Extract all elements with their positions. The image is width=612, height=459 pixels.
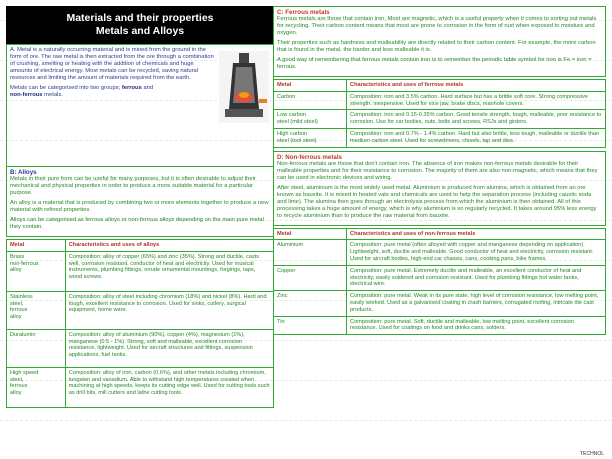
non-ferrous-name: Tin: [274, 316, 347, 335]
non-ferrous-table-header: [274, 228, 606, 240]
table-row: [7, 329, 274, 367]
non-ferrous-col-uses: Characteristics and uses of non-ferrous metals: [347, 228, 606, 240]
categorise-suffix: metals.: [44, 92, 63, 98]
ferrous-desc: Composition: iron and 0.7% - 1.4% carbon. Hard but also brittle, less tough, malleable or ductile than medium carbon steel. Used for screwdrivers, chisels, tap and dies.: [347, 128, 606, 147]
alloy-desc: Composition: alloy of iron, carbon (0.6%), and other metals including chromium, tungsten and vanadium. Able to withstand high temperatures created when machining at high speeds, keeps its cutting edge well. Used for cutting tools such as drill bits, mill cutters and lathe cutting tools.: [65, 367, 273, 407]
alloy-name: Brass non-ferrous alloy: [7, 251, 66, 291]
ferrous-name: High carbon steel (tool steel): [274, 128, 347, 147]
ferrous-table-header: [274, 80, 606, 92]
section-c-para-1: Ferrous metals are those that contain iron. Most are magnetic, which is a useful property when it comes to sorting out metals for recycling. Their carbon content means that most are prone to corrosion in the form of rust when exposed to moisture and oxygen.: [277, 16, 597, 36]
non-ferrous-name: Zinc: [274, 291, 347, 316]
alloys-table-header: [7, 240, 274, 252]
alloy-desc: Composition: alloy of aluminium (90%), copper (4%), magnesium (1%), manganese (0.5 - 1%). Strong, soft and malleable, excellent corrosion resistance, lightweight. Used for aircraft structures and fittings, suspension applications, fuel tanks.: [65, 329, 273, 367]
section-b-heading: B: Alloys: [10, 169, 37, 176]
and-word: and: [143, 85, 154, 91]
section-b-para-2: An alloy is a material that is produced by combining two or more elements together to produce a new material with refined properties.: [10, 200, 269, 213]
ferrous-desc: Composition: iron and 0.15-0.35% carbon. Good tensile strength, tough, malleable, poor resistance to corrosion. Use for car bodies, nuts, bolts and screws, RSJs and girders.: [347, 110, 606, 129]
footer-tag: TECHNOL: [580, 451, 604, 457]
table-row: [7, 251, 274, 291]
alloy-name: High speed steel, ferrous alloy: [7, 367, 66, 407]
non-ferrous-desc: Composition: pure metal. Soft, ductile and malleable, low melting point, excellent corrosion resistance. Used for coatings on food and drinks cans, solders.: [347, 316, 606, 335]
categorise-prefix: Metals can be categorised into two groups;: [10, 85, 121, 91]
section-a-categorise: [10, 85, 215, 99]
table-row: [274, 265, 606, 290]
table-row: [7, 367, 274, 407]
alloy-desc: Composition: alloy of steel including chromium (18%) and nickel (8%). Hard and tough, excellent resistance to corrosion. Used for sinks, cutlery, surgical equipment, home ware.: [65, 291, 273, 329]
alloys-col-uses: Characteristics and uses of alloys: [65, 240, 273, 252]
table-row: [274, 128, 606, 147]
section-b-para-3: Alloys can be categorised as ferrous alloys or non-ferrous alloys depending on the main pure metal they contain.: [10, 217, 264, 230]
section-d-para-1: Non-ferrous metals are those that don't contain iron. The absence of iron makes non-ferrous metals desirable for their malleable properties and for their resistance to corrosion. The majority of them are also non-magnetic, which means that they can be used in electronic devices and wiring.: [277, 160, 598, 181]
ferrous-name: Low carbon steel (mild steel): [274, 110, 347, 129]
non-ferrous-name: Aluminium: [274, 240, 347, 265]
section-a-box: [6, 44, 274, 167]
table-row: [274, 240, 606, 265]
ferrous-col-metal: Metal: [274, 80, 347, 92]
section-a-intro: A. Metal is a naturally occurring material and is mined from the ground in the form of ore. The raw metal is then extracted from the ore through a combination of crushing, smelting or heating with the addition of chemicals and huge amounts of electrical energy. Most metals can be recycled, saving natural resources and limiting the amount of materials required from the earth.: [10, 47, 214, 81]
page-title: [6, 6, 274, 44]
non-ferrous-word: non-ferrous: [10, 92, 43, 98]
ferrous-col-uses: Characteristics and uses of ferrous metals: [347, 80, 606, 92]
non-ferrous-desc: Composition: pure metal. Extremely ductile and malleable, an excellent conductor of heat and electricity, easily soldered and corrosion resistant. Used for plumbing fittings hot water tanks, electrical wire.: [347, 265, 606, 290]
section-c-para-3: A good way of remembering that ferrous metals contain iron is to remember the periodic table symbol for iron is Fe = iron = ferrous.: [277, 57, 592, 70]
title-line-1: Materials and their properties: [66, 12, 214, 24]
alloy-name: Stainless steel, ferrous alloy: [7, 291, 66, 329]
alloys-table: [6, 239, 274, 408]
right-column: [273, 6, 606, 335]
section-c-heading: C: Ferrous metals: [277, 9, 330, 16]
table-row: [274, 291, 606, 316]
ferrous-table: [273, 79, 606, 148]
non-ferrous-col-metal: Metal: [274, 228, 347, 240]
section-d-para-2: After steel, aluminium is the most widely used metal. Aluminium is produced from alumina, which is obtained from an ore known as bauxite. It is mixed in heated vats and chemicals are used to help the separation process (including caustic soda and lime). The alumina then goes through an electrolysis process from which the aluminium is then obtained. All of this processing takes a huge amount of energy, which is why aluminium is so regularly recycled. It takes around 95% less energy to recycle aluminium than to produce the raw material from bauxite.: [277, 184, 597, 219]
alloys-col-metal: Metal: [7, 240, 66, 252]
section-d-heading: D: Non-ferrous metals: [277, 153, 342, 161]
ferrous-word: ferrous: [121, 85, 142, 91]
table-row: [7, 291, 274, 329]
left-column: [6, 6, 274, 408]
blast-furnace-icon: [219, 51, 269, 123]
ferrous-name: Carbon: [274, 91, 347, 110]
title-line-2: Metals and Alloys: [95, 25, 185, 37]
section-d-box: [273, 151, 606, 226]
alloy-desc: Composition: alloy of copper (65%) and zinc (35%). Strong and ductile, casts well, corrosion resistant, conductor of heat and electricity. Used for musical instruments, plumbing fittings, ornate ornamental mountings, forgings, taps, wood screws.: [65, 251, 273, 291]
section-b-box: [6, 167, 274, 237]
non-ferrous-desc: Composition: pure metal (often alloyed with copper and manganese depending on application). Lightweight, soft, ductile and malleable. Good conductor of heat and electricity, corrosion resistant. Used for aircraft bodies, high-end car chassis, cans, cooking pans, bike frames.: [347, 240, 606, 265]
non-ferrous-desc: Composition: pure metal. Weak in its pure state, high level of corrosion resistance, low melting point, easily worked. Used as a galvanised coating in crash barriers, corrugated roofing, intricate die cast products.: [347, 291, 606, 316]
section-c-para-2: Their properties such as hardness and malleability are directly related to their carbon content. For example, the more carbon that is found in the metal, the harder and less malleable it is.: [277, 40, 596, 53]
ferrous-desc: Composition: iron and 3.5% carbon. Hard surface but has a brittle soft core. Strong compressive strength, inexpensive. Used for vice jaw, brake discs, manhole covers.: [347, 91, 606, 110]
table-row: [274, 91, 606, 110]
table-row: [274, 110, 606, 129]
non-ferrous-table: [273, 228, 606, 336]
alloy-name: Duralumin: [7, 329, 66, 367]
section-b-para-1: Metals in their pure form can be useful for many purposes, but it is often desirable to adjust their mechanical and physical properties in order to produce a more suitable material for a particular purpose.: [10, 176, 256, 196]
non-ferrous-name: Copper: [274, 265, 347, 290]
section-c-box: [273, 6, 606, 77]
table-row: [274, 316, 606, 335]
